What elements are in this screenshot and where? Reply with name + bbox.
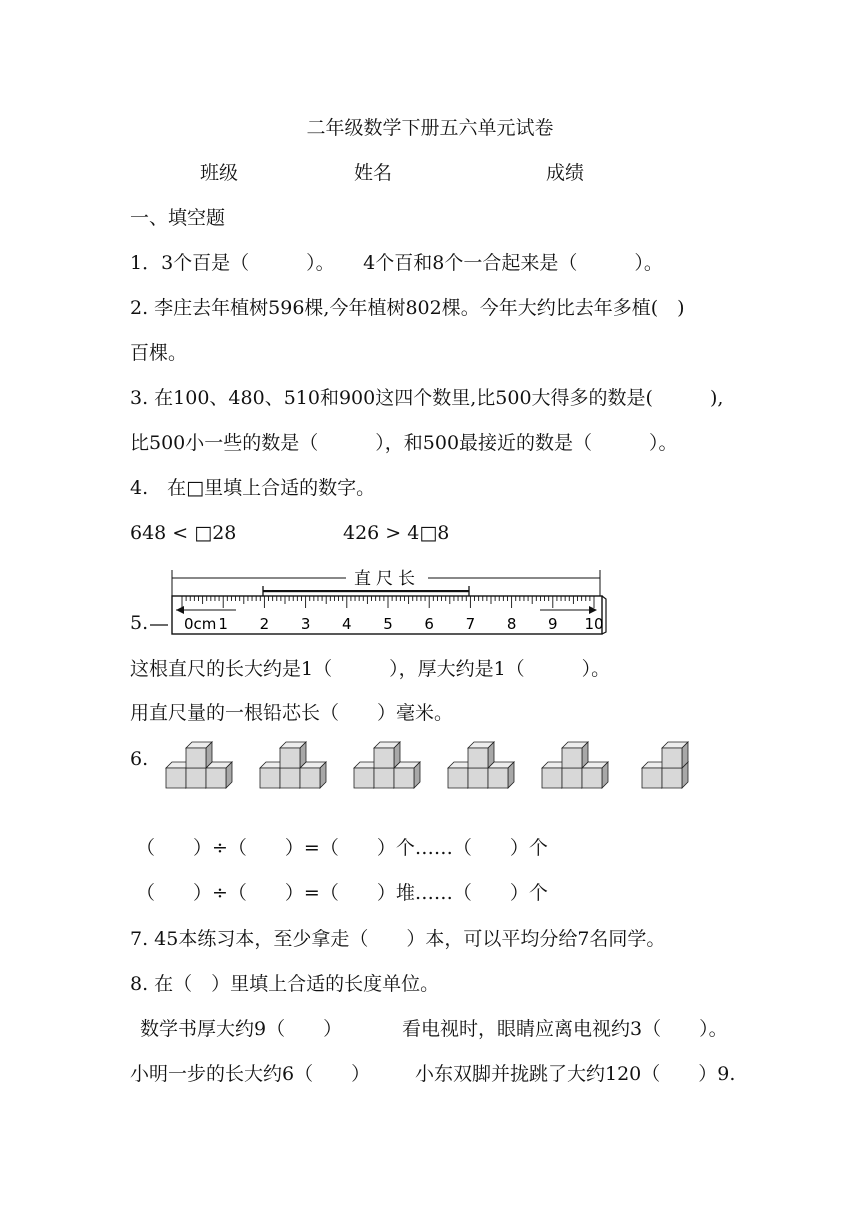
cube <box>280 742 306 768</box>
question-6-line-2: （ ）÷（ ）=（ ）堆……（ ）个 <box>136 882 548 904</box>
ruler-tick-label: 10 <box>584 615 604 633</box>
cube-stack <box>448 742 514 788</box>
cube-stack <box>260 742 326 788</box>
question-5-line-2: 用直尺量的一根铅芯长（ ）毫米。 <box>130 702 454 724</box>
question-1: 1．3个百是（ ）。 4个百和8个一合起来是（ ）。 <box>130 252 663 274</box>
question-8-a: 数学书厚大约9（ ） <box>140 1018 343 1040</box>
ruler-tick-label: 3 <box>300 615 311 633</box>
question-6-line-1: （ ）÷（ ）=（ ）个……（ ）个 <box>136 837 548 859</box>
class-label: 班级 <box>200 162 239 184</box>
question-2-line-1: 2. 李庄去年植树596棵,今年植树802棵。今年大约比去年多植( ) <box>130 297 685 319</box>
cube-stack <box>642 742 688 788</box>
question-5-number: 5. <box>130 612 149 634</box>
cube <box>468 742 494 768</box>
cube <box>186 742 212 768</box>
question-8-d: 小东双脚并拢跳了大约120（ ）9. <box>415 1063 736 1085</box>
ruler-tick-label: 2 <box>259 615 270 633</box>
cube-stacks-figure <box>160 740 700 796</box>
question-7: 7. 45本练习本，至少拿走（ ）本，可以平均分给7名同学。 <box>130 928 666 950</box>
cube <box>488 762 514 788</box>
cube <box>394 762 420 788</box>
question-8-c: 小明一步的长大约6（ ） <box>130 1063 371 1085</box>
ruler-tick-label: 4 <box>342 615 352 633</box>
ruler-tick-label: 8 <box>506 615 517 633</box>
question-3-line-2: 比500小一些的数是（ ），和500最接近的数是（ ）。 <box>130 432 678 454</box>
score-label: 成绩 <box>546 162 585 184</box>
ruler-figure <box>128 566 610 640</box>
ruler-tick-label: 6 <box>424 615 434 633</box>
question-6-number: 6. <box>130 748 149 770</box>
question-2-line-2: 百棵。 <box>130 342 188 364</box>
question-5-line-1: 这根直尺的长大约是1（ ），厚大约是1（ ）。 <box>130 658 611 680</box>
ruler-tick-label: 1 <box>218 615 228 633</box>
ruler-label: 直尺长 <box>354 569 420 589</box>
cube <box>206 762 232 788</box>
page-title: 二年级数学下册五六单元试卷 <box>306 117 554 139</box>
cube <box>582 762 608 788</box>
cube-stack <box>354 742 420 788</box>
question-4-left: 648 < □28 <box>130 522 237 544</box>
section-heading: 一、填空题 <box>130 207 226 229</box>
ruler-tick-label: 7 <box>465 615 476 633</box>
ruler-tick-label: 0cm <box>184 615 217 633</box>
question-8-prompt: 8. 在（ ）里填上合适的长度单位。 <box>130 973 440 995</box>
name-label: 姓名 <box>354 162 393 184</box>
question-8-b: 看电视时，眼睛应离电视约3（ ）。 <box>402 1018 728 1040</box>
ruler-tick-label: 9 <box>548 615 558 633</box>
cube <box>300 762 326 788</box>
cube-stack <box>542 742 608 788</box>
question-3-line-1: 3. 在100、480、510和900这四个数里,比500大得多的数是( ), <box>130 387 724 409</box>
cube <box>374 742 400 768</box>
question-4-prompt: 4. 在□里填上合适的数字。 <box>130 477 376 499</box>
cube-stack <box>166 742 232 788</box>
question-4-right: 426 > 4□8 <box>343 522 450 544</box>
cube <box>662 742 688 768</box>
ruler-tick-label: 5 <box>383 615 393 633</box>
cube <box>562 742 588 768</box>
